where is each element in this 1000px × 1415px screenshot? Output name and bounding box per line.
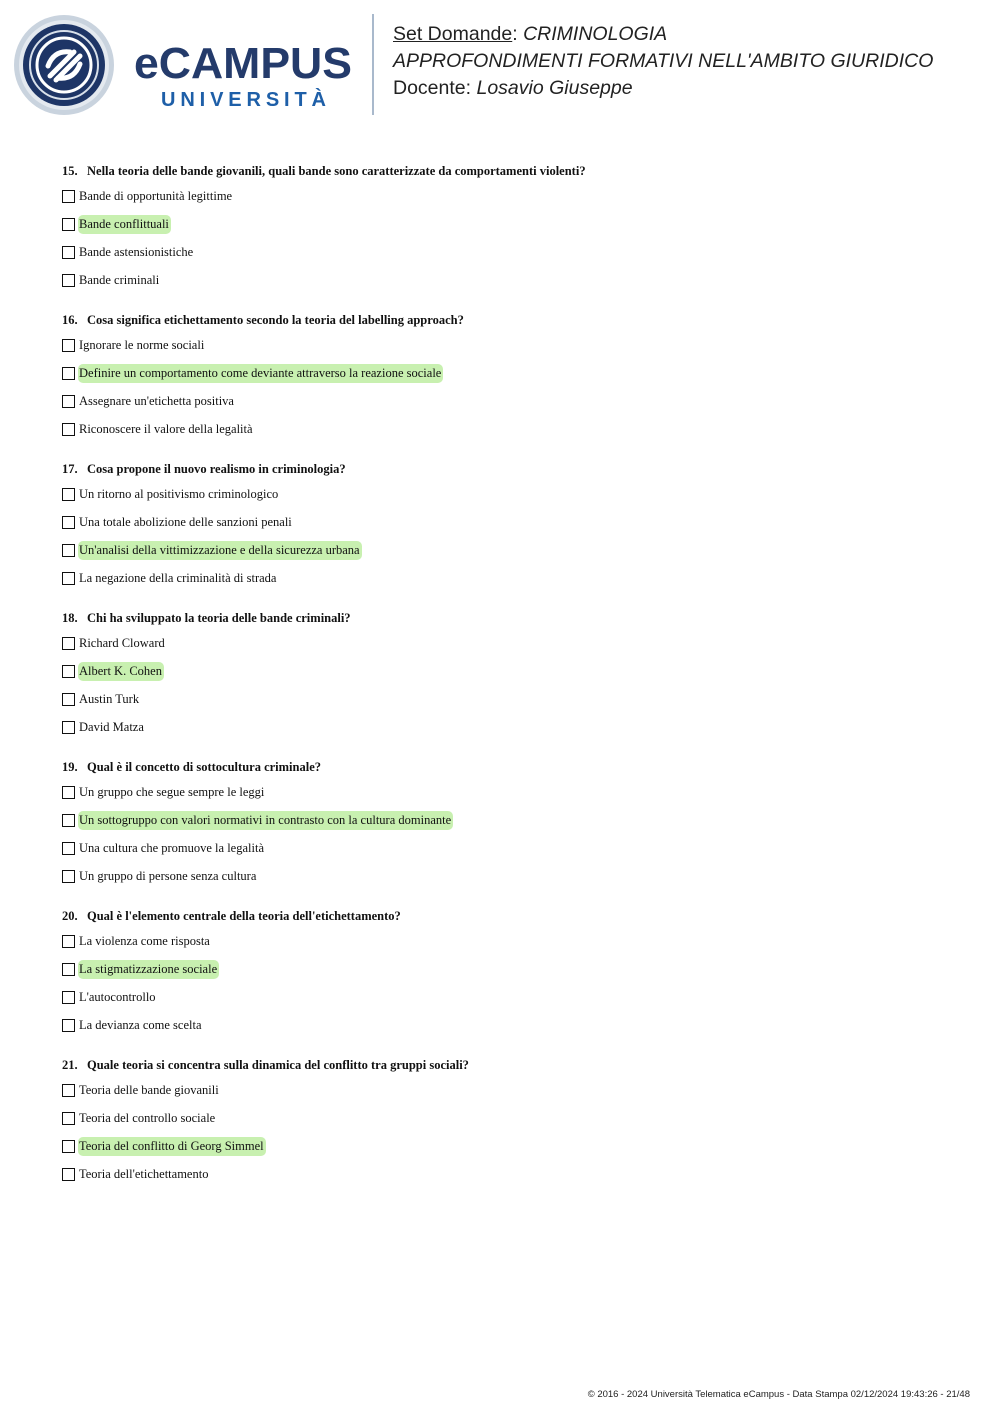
set-colon: : xyxy=(512,23,524,45)
course-title: CRIMINOLOGIA xyxy=(523,23,668,45)
answer-label: Bande astensionistiche xyxy=(79,244,194,259)
answer-label: Un gruppo che segue sempre le leggi xyxy=(79,784,265,799)
answer-option[interactable] xyxy=(62,238,962,266)
answer-checkbox[interactable] xyxy=(62,339,75,352)
answer-option[interactable] xyxy=(62,536,962,564)
question-number: 21. xyxy=(62,1058,78,1072)
answer-option[interactable] xyxy=(62,359,962,387)
answer-label: Ignorare le norme sociali xyxy=(79,337,205,352)
answer-option[interactable] xyxy=(62,983,962,1011)
answer-option[interactable] xyxy=(62,1011,962,1039)
answer-checkbox[interactable] xyxy=(62,367,75,380)
answer-checkbox[interactable] xyxy=(62,963,75,976)
question-block xyxy=(62,905,962,1039)
question-title xyxy=(62,756,962,778)
answer-checkbox[interactable] xyxy=(62,665,75,678)
question-text: Quale teoria si concentra sulla dinamica del conflitto tra gruppi sociali? xyxy=(87,1058,469,1072)
answer-checkbox[interactable] xyxy=(62,218,75,231)
answer-checkbox[interactable] xyxy=(62,870,75,883)
question-list xyxy=(62,160,962,1203)
answer-label: Bande di opportunità legittime xyxy=(79,188,233,203)
answer-option[interactable] xyxy=(62,1132,962,1160)
question-text: Cosa significa etichettamento secondo la teoria del labelling approach? xyxy=(87,313,464,327)
question-text: Qual è l'elemento centrale della teoria dell'etichettamento? xyxy=(87,909,401,923)
answer-label: Austin Turk xyxy=(79,691,140,706)
logo-brand-text: eCAMPUS xyxy=(134,39,352,88)
answer-option[interactable] xyxy=(62,1160,962,1188)
answer-option[interactable] xyxy=(62,778,962,806)
correct-answer-label: Teoria del conflitto di Georg Simmel xyxy=(78,1137,266,1156)
question-number: 17. xyxy=(62,462,78,476)
answer-checkbox[interactable] xyxy=(62,1112,75,1125)
question-number: 20. xyxy=(62,909,78,923)
answer-checkbox[interactable] xyxy=(62,423,75,436)
question-title xyxy=(62,905,962,927)
teacher-label: Docente: xyxy=(393,77,477,99)
answer-label: Teoria delle bande giovanili xyxy=(79,1082,219,1097)
answer-label: Un gruppo di persone senza cultura xyxy=(79,868,257,883)
answer-option[interactable] xyxy=(62,331,962,359)
page-header xyxy=(0,0,1000,130)
answer-option[interactable] xyxy=(62,182,962,210)
answer-checkbox[interactable] xyxy=(62,516,75,529)
correct-answer-label: Un sottogruppo con valori normativi in contrasto con la cultura dominante xyxy=(78,811,453,830)
answer-checkbox[interactable] xyxy=(62,1019,75,1032)
answer-checkbox[interactable] xyxy=(62,274,75,287)
answer-label: La devianza come scelta xyxy=(79,1017,202,1032)
answer-option[interactable] xyxy=(62,564,962,592)
course-subtitle: APPROFONDIMENTI FORMATIVI NELL'AMBITO GIURIDICO xyxy=(393,50,934,72)
answer-checkbox[interactable] xyxy=(62,572,75,585)
question-block xyxy=(62,1054,962,1188)
answer-checkbox[interactable] xyxy=(62,544,75,557)
answer-option[interactable] xyxy=(62,210,962,238)
answer-label: Un ritorno al positivismo criminologico xyxy=(79,486,279,501)
answer-option[interactable] xyxy=(62,927,962,955)
question-number: 15. xyxy=(62,164,78,178)
correct-answer-label: Albert K. Cohen xyxy=(78,662,164,681)
question-text: Qual è il concetto di sottocultura criminale? xyxy=(87,760,321,774)
header-text xyxy=(393,21,933,102)
question-block xyxy=(62,458,962,592)
header-line-3 xyxy=(393,75,933,102)
answer-checkbox[interactable] xyxy=(62,814,75,827)
answer-option[interactable] xyxy=(62,806,962,834)
ecampus-seal-icon xyxy=(14,15,114,115)
question-number: 18. xyxy=(62,611,78,625)
answer-option[interactable] xyxy=(62,387,962,415)
answer-label: Una totale abolizione delle sanzioni penali xyxy=(79,514,292,529)
answer-option[interactable] xyxy=(62,657,962,685)
question-text: Cosa propone il nuovo realismo in criminologia? xyxy=(87,462,346,476)
header-line-1 xyxy=(393,21,933,48)
correct-answer-label: Definire un comportamento come deviante attraverso la reazione sociale xyxy=(78,364,443,383)
question-text: Chi ha sviluppato la teoria delle bande criminali? xyxy=(87,611,351,625)
question-title xyxy=(62,1054,962,1076)
answer-label: La violenza come risposta xyxy=(79,933,210,948)
question-number: 19. xyxy=(62,760,78,774)
answer-option[interactable] xyxy=(62,834,962,862)
answer-option[interactable] xyxy=(62,1104,962,1132)
question-title xyxy=(62,309,962,331)
ecampus-logo xyxy=(14,14,354,118)
answer-option[interactable] xyxy=(62,685,962,713)
question-title xyxy=(62,458,962,480)
answer-checkbox[interactable] xyxy=(62,935,75,948)
answer-checkbox[interactable] xyxy=(62,190,75,203)
question-title xyxy=(62,160,962,182)
question-block xyxy=(62,607,962,741)
answer-option[interactable] xyxy=(62,713,962,741)
answer-checkbox[interactable] xyxy=(62,637,75,650)
answer-label: Teoria del controllo sociale xyxy=(79,1110,216,1125)
question-block xyxy=(62,160,962,294)
answer-label: Teoria dell'etichettamento xyxy=(79,1166,209,1181)
answer-checkbox[interactable] xyxy=(62,1168,75,1181)
answer-checkbox[interactable] xyxy=(62,693,75,706)
answer-label: Bande criminali xyxy=(79,272,160,287)
logo-sub-text: UNIVERSITÀ xyxy=(161,89,326,111)
answer-option[interactable] xyxy=(62,415,962,443)
question-title xyxy=(62,607,962,629)
answer-label: Una cultura che promuove la legalità xyxy=(79,840,264,855)
question-block xyxy=(62,309,962,443)
correct-answer-label: La stigmatizzazione sociale xyxy=(78,960,219,979)
answer-label: Riconoscere il valore della legalità xyxy=(79,421,253,436)
set-label: Set Domande xyxy=(393,23,513,45)
answer-checkbox[interactable] xyxy=(62,786,75,799)
question-text: Nella teoria delle bande giovanili, quali bande sono caratterizzate da comportamenti violenti? xyxy=(87,164,586,178)
answer-checkbox[interactable] xyxy=(62,488,75,501)
question-number: 16. xyxy=(62,313,78,327)
header-divider xyxy=(372,14,374,115)
question-block xyxy=(62,756,962,890)
answer-option[interactable] xyxy=(62,955,962,983)
answer-checkbox[interactable] xyxy=(62,721,75,734)
answer-checkbox[interactable] xyxy=(62,395,75,408)
answer-option[interactable] xyxy=(62,629,962,657)
teacher-name: Losavio Giuseppe xyxy=(476,77,633,99)
answer-checkbox[interactable] xyxy=(62,991,75,1004)
answer-option[interactable] xyxy=(62,1076,962,1104)
answer-checkbox[interactable] xyxy=(62,246,75,259)
answer-checkbox[interactable] xyxy=(62,842,75,855)
correct-answer-label: Un'analisi della vittimizzazione e della sicurezza urbana xyxy=(78,541,362,560)
answer-checkbox[interactable] xyxy=(62,1084,75,1097)
answer-label: Richard Cloward xyxy=(79,635,165,650)
answer-checkbox[interactable] xyxy=(62,1140,75,1153)
answer-label: L'autocontrollo xyxy=(79,989,156,1004)
answer-option[interactable] xyxy=(62,480,962,508)
answer-option[interactable] xyxy=(62,862,962,890)
correct-answer-label: Bande conflittuali xyxy=(78,215,171,234)
answer-label: La negazione della criminalità di strada xyxy=(79,570,277,585)
answer-label: Assegnare un'etichetta positiva xyxy=(79,393,234,408)
answer-option[interactable] xyxy=(62,266,962,294)
answer-option[interactable] xyxy=(62,508,962,536)
answer-label: David Matza xyxy=(79,719,144,734)
page-footer: © 2016 - 2024 Università Telematica eCampus - Data Stampa 02/12/2024 19:43:26 - 21/48 xyxy=(587,1389,970,1400)
